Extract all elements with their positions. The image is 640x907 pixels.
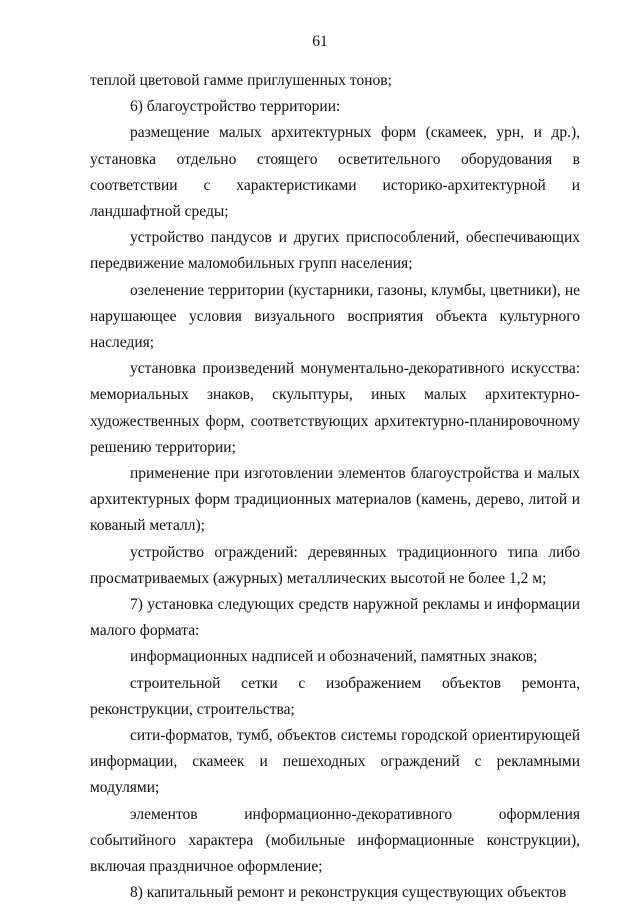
- paragraph: элементов информационно-декоративного оформления событийного характера (мобильные информационные конструкции), включая праздничное оформление;: [90, 805, 580, 876]
- paragraph: установка произведений монументально-декоративного искусства: мемориальных знаков, скульптуры, иных малых архитектурно-художественных форм, соответствующих архитектурно-планировочному решению территории;: [90, 360, 580, 456]
- paragraph: сити-форматов, тумб, объектов системы городской ориентирующей информации, скамеек и пешеходных ограждений с рекламными модулями;: [90, 727, 580, 797]
- paragraph: 6) благоустройство территории:: [130, 98, 341, 116]
- paragraph: озеленение территории (кустарники, газоны, клумбы, цветники), не нарушающее условия визуального восприятия объекта культурного наследия;: [90, 281, 580, 352]
- document-body: [90, 68, 580, 907]
- paragraph: размещение малых архитектурных форм (скамеек, урн, и др.), установка отдельно стоящего осветительного оборудования в соответствии с характеристиками историко-архитектурной и ландшафтной среды;: [90, 124, 580, 221]
- paragraph: теплой цветовой гамме приглушенных тонов;: [90, 72, 392, 89]
- paragraph: информационных надписей и обозначений, памятных знаков;: [130, 648, 538, 666]
- page-number: 61: [312, 33, 328, 50]
- paragraph: 8) капитальный ремонт и реконструкция существующих объектов: [130, 884, 567, 902]
- paragraph: применение при изготовлении элементов благоустройства и малых архитектурных форм традиционных материалов (камень, дерево, литой и кованый металл);: [90, 465, 580, 535]
- paragraph: 7) установка следующих средств наружной рекламы и информации малого формата:: [90, 596, 580, 640]
- paragraph: устройство пандусов и других приспособлений, обеспечивающих передвижение маломобильных групп населения;: [90, 229, 580, 273]
- paragraph: устройство ограждений: деревянных традиционного типа либо просматриваемых (ажурных) металлических высотой не более 1,2 м;: [90, 543, 580, 587]
- paragraph: строительной сетки с изображением объектов ремонта, реконструкции, строительства;: [90, 674, 580, 718]
